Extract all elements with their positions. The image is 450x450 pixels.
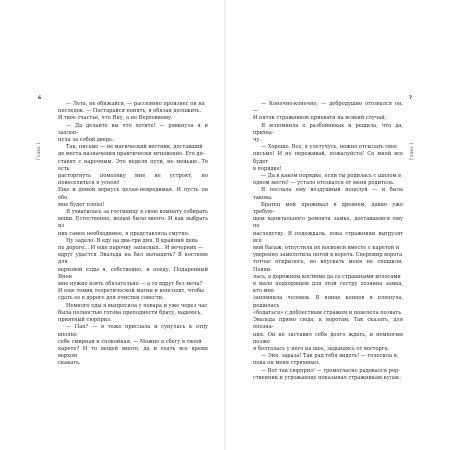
paragraph: — Вот так сюрприз! — громогласно радовался род- ственник и угрожающе показывал стражникам кулак: xyxy=(253,367,401,381)
right-page-text xyxy=(253,101,403,382)
left-running-head: Глава 1 xyxy=(36,141,41,160)
paragraph: — Эйя, зараза! Так рад тебя видеть! — голосила я, пока он меня стряхивал. xyxy=(253,353,399,367)
paragraph: Я вспомнила о разбойниках и решила, что да, прихва- чу. xyxy=(253,122,403,144)
right-page-number: 7 xyxy=(409,96,413,101)
book-gutter xyxy=(224,0,226,450)
paragraph: — Да делайте вы что хотите! — рявкнула я и захлоп- нула за собой дверь. xyxy=(58,122,208,144)
paragraph: — Пап? — я тоже прислала и сунулась к отцу вполне себе смирная и спокойная. — Можно я сбегу в твоей карете? И то вещей много, да и ехать все время верхом скакать. xyxy=(58,324,208,367)
paragraph: Так, письмо — не магический вестник, доставший до места назначения практически мгновенно. Его до- ставят с нарочным. Это неделя пути, не меньше. То есть расторгнуть помолвку мне не устроят, но повеселиться я успею! Еще и домой вернусь целая-невредимая. И пусть он обо мне будет плохо! xyxy=(58,144,208,208)
paragraph: — Хорошо. Все, я улетучусь, нежно отсылать свое письмо! И не переживай, пожалуйста! Со мной все будет в порядке! xyxy=(253,144,403,172)
paragraph: Немного еды я выпросила у повара и уже через час была полностью готова преподнести брату, надеюсь, приятный сюрприз. xyxy=(58,302,208,324)
paragraph: — Конечно-конечно, — добродушно отозвался он. — И пяток стражников прихвати на всякий случай. xyxy=(253,101,403,122)
paragraph: — Да в каком порядке, если ты родилась с шилом в одном месте! — устало отозвался от меня родитель. xyxy=(253,173,401,187)
left-page-number: 6 xyxy=(38,96,42,101)
paragraph: Я ухватилась за гостиницу в свою комнату собирать вещи. Естественно, вещей было много. И как выбрать из них самое необходимое, я представляла смутно. xyxy=(58,209,208,237)
right-running-head: Глава 1 xyxy=(409,141,414,160)
left-page-text xyxy=(58,101,208,368)
paragraph: Ну задело. В еду на два-три дня. В крайний день по дороге... И еще парочку запасных... И вечерних — вдруг удастся Эвальда на бал вытащить? В костюме для верховой езды я, собственно, и поеду. Подаренный Янон мне нужно взять обязательно — а то вдруг без меча? И еще томик теоретической магии и конспект, чтобы сдать ее в дороге для очистки совести. xyxy=(58,237,208,302)
paragraph: Я послала ему воздушный поцелуй — и была такова. xyxy=(253,187,403,201)
paragraph: Братец мой проживал в древнем, давно уже требую- щем капитального ремонта замке, доставшемся ему по наследству. Я подождала, пока стражники выгрузят все мой багаж, отпустила их восвояси вместе с каретой и уверенно замолотила ногой в ворота. Сверхмир ворота тотчас открылось, но впускать меня не спешили. Появи- лась, в дорожном костюме да со страшными волосами в мало подходящем для этой сестру хозяина замка, кто мне запомнила человек. В конце концов я плюнула, решилась «бодаться» с доблестным стражем и повелела позвать Эвальда прямо сюда, к воротам. Так сказать, для опозна- ния. Он не заставил себя долго ждать, и немногим позже я болталась у него на шее, задыхаясь от восторга. xyxy=(253,201,403,352)
paragraph: — Лета, не обижайся, — рассеянно произнес он на последок. — Постарайся понять, я обязан доложить. И твое счастье, что Яну, а не Верховному. xyxy=(58,101,205,122)
